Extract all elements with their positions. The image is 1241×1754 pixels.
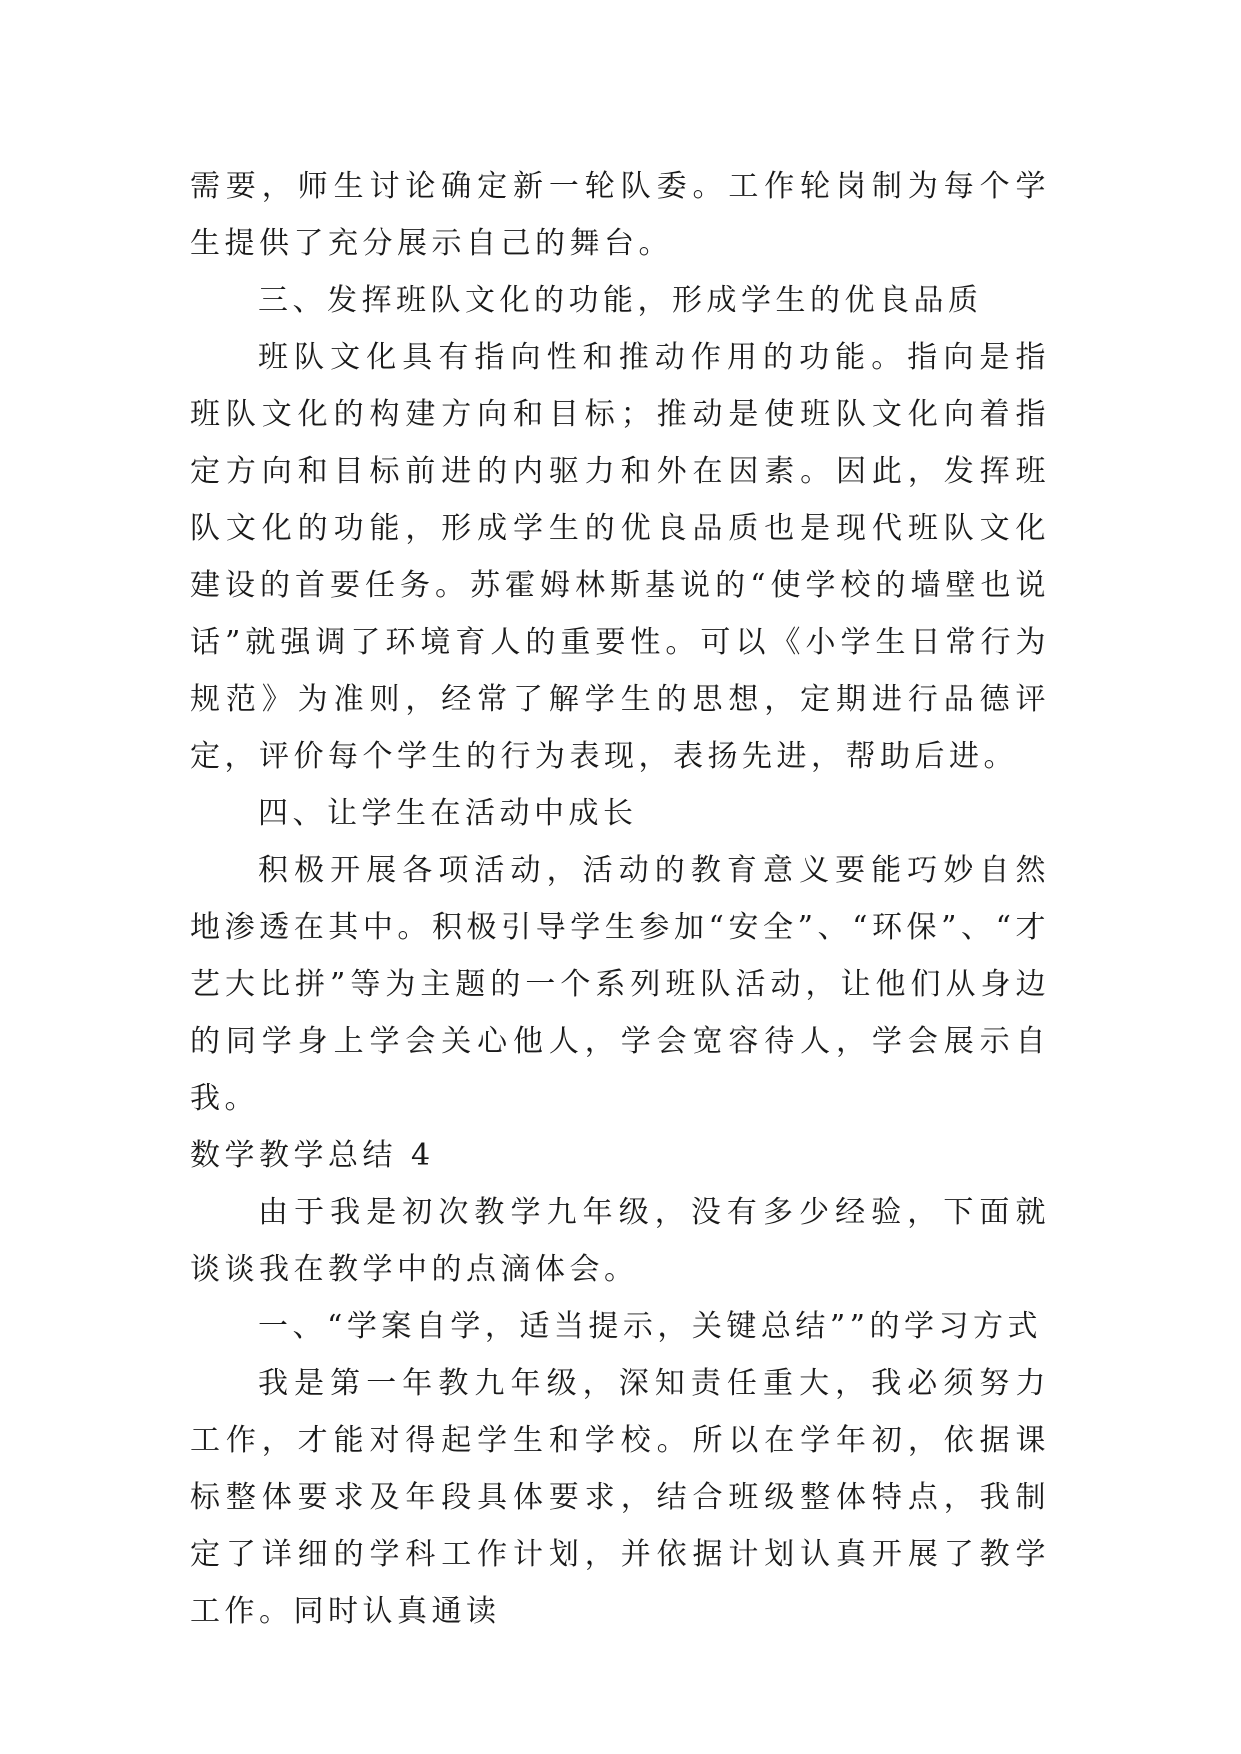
paragraph-continuation: 需要，师生讨论确定新一轮队委。工作轮岗制为每个学生提供了充分展示自己的舞台。 — [190, 169, 1050, 261]
document-body — [190, 158, 1050, 1640]
section-heading-three: 三、发挥班队文化的功能，形成学生的优良品质 — [258, 283, 983, 318]
paragraph-intro: 由于我是初次教学九年级，没有多少经验，下面就谈谈我在教学中的点滴体会。 — [190, 1195, 1050, 1287]
paragraph-activities: 积极开展各项活动，活动的教育意义要能巧妙自然地渗透在其中。积极引导学生参加“安全”、“环保”、“才艺大比拼”等为主题的一个系列班队活动，让他们从身边的同学身上学会关心他人，学会宽容待人，学会展示自我。 — [190, 853, 1050, 1116]
section-heading-one: 一、“学案自学，适当提示，关键总结””的学习方式 — [258, 1309, 1043, 1344]
section-heading-four: 四、让学生在活动中成长 — [258, 796, 638, 831]
paragraph-class-culture: 班队文化具有指向性和推动作用的功能。指向是指班队文化的构建方向和目标；推动是使班队文化向着指定方向和目标前进的内驱力和外在因素。因此，发挥班队文化的功能，形成学生的优良品质也是现代班队文化建设的首要任务。苏霍姆林斯基说的“使学校的墙壁也说话”就强调了环境育人的重要性。可以《小学生日常行为规范》为准则，经常了解学生的思想，定期进行品德评定，评价每个学生的行为表现，表扬先进，帮助后进。 — [190, 340, 1050, 774]
paragraph-first-year: 我是第一年教九年级，深知责任重大，我必须努力工作，才能对得起学生和学校。所以在学年初，依据课标整体要求及年段具体要求，结合班级整体特点，我制定了详细的学科工作计划，并依据计划认真开展了教学工作。同时认真通读 — [190, 1366, 1050, 1629]
document-title-summary-4: 数学教学总结 4 — [190, 1138, 435, 1173]
